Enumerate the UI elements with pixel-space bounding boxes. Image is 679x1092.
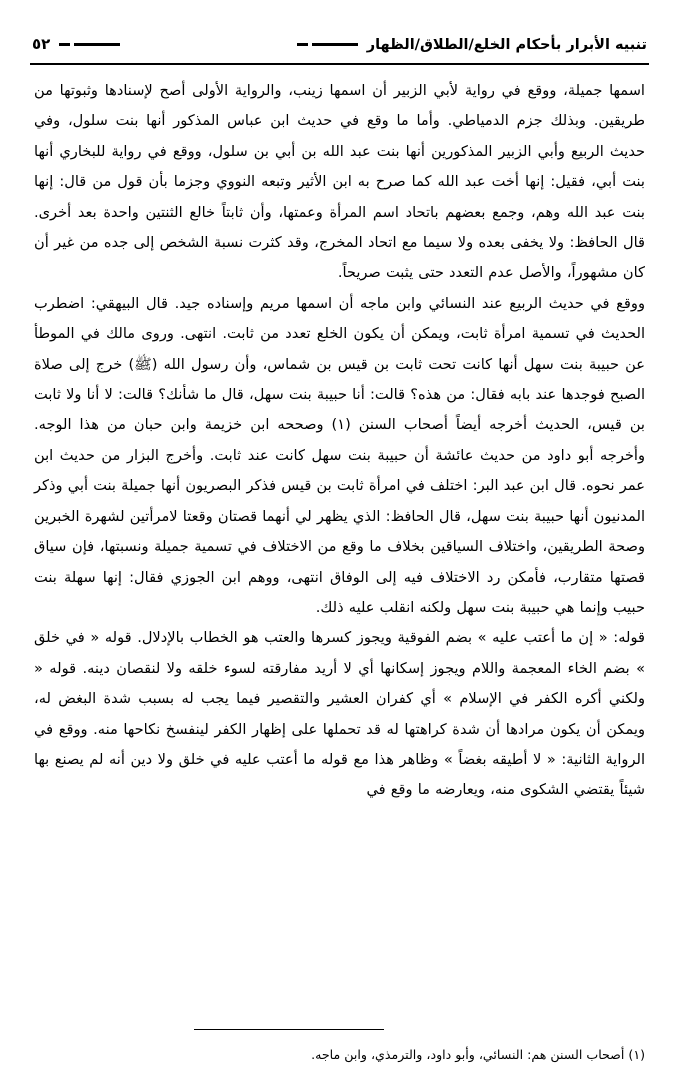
- body-paragraph-3: قوله: « إن ما أعتب عليه » بضم الفوقية ويجوز كسرها والعتب هو الخطاب بالإدلال. قوله « في خلق » بضم الخاء المعجمة واللام ويجوز إسكانها أي لا أريد مفارقته لسوء خلقه ولا لنقصان دينه. قوله « ولكني أكره الكفر في الإسلام » أي كفران العشير والتقصير فيما يجب له بسبب شدة البغض له، ويمكن أن يكون مرادها أن شدة كراهتها له قد تحملها على إظهار الكفر لينفسخ نكاحها منه. ووقع في الرواية الثانية: « لا أطيقه بغضاً » وظاهر هذا مع قوله ما أعتب عليه في خلق ولا دين أنه لم يصنع بها شيئاً يقتضي الشكوى منه، ويعارضه ما وقع في: [34, 629, 645, 799]
- footnote-divider: [194, 1029, 384, 1030]
- header-rule-right: [297, 43, 358, 46]
- footnote: [34, 1044, 645, 1066]
- book-title: تنبيه الأبرار بأحكام الخلع/الطلاق/الظهار: [366, 36, 647, 53]
- rule-segment-short: [59, 43, 70, 46]
- footnote-text: أصحاب السنن هم: النسائي، وأبو داود، والترمذي، وابن ماجه.: [311, 1047, 625, 1062]
- page-header: [32, 30, 647, 58]
- header-rule-left: [59, 43, 120, 46]
- rule-segment-long: [312, 43, 358, 46]
- header-divider: [30, 63, 649, 65]
- page-body: [34, 76, 645, 806]
- rule-segment-long: [74, 43, 120, 46]
- body-paragraph-1: اسمها جميلة، ووقع في رواية لأبي الزبير أن اسمها زينب، والرواية الأولى أصح لإسنادها وثبوتها من طريقين. وبذلك جزم الدمياطي. وأما ما وقع في حديث ابن عباس المذكور أنها بنت سلول، وفي حديث الربيع وأبي الزبير المذكورين أنها بنت عبد الله بن أبي بن سلول، ووقع في رواية للبخاري أنها بنت أبي، فقيل: إنها أخت عبد الله كما صرح به ابن الأثير وتبعه النووي وجزما بأن قول من قال: إنها بنت عبد الله وهم، وجمع بعضهم باتحاد اسم المرأة وعمتها، وأن ثابتاً خالع الثنتين واحدة بعد أخرى. قال الحافظ: ولا يخفى بعده ولا سيما مع اتحاد المخرج، وقد كثرت نسبة الشخص إلى جده من غير أن كان مشهوراً، والأصل عدم التعدد حتى يثبت صريحاً.: [34, 82, 645, 282]
- rule-segment-short: [297, 43, 308, 46]
- body-paragraph-2: ووقع في حديث الربيع عند النسائي وابن ماجه أن اسمها مريم وإسناده جيد. قال البيهقي: اضطرب الحديث في تسمية امرأة ثابت، ويمكن أن يكون الخلع تعدد من ثابت. انتهى. وروى مالك في الموطأ عن حبيبة بنت سهل أنها كانت تحت ثابت بن قيس بن شماس، وأن رسول الله (ﷺ) خرج إلى صلاة الصبح فوجدها عند بابه فقال: من هذه؟ قالت: أنا حبيبة بنت سهل، قال ما شأنك؟ قالت: لا أنا ولا ثابت بن قيس، الحديث أخرجه أيضاً أصحاب السنن (١) وصححه ابن خزيمة وابن حبان من هذا الوجه. وأخرجه أبو داود من حديث عائشة أن حبيبة بنت سهل كانت عند ثابت. وأخرج البزار من حديث ابن عمر نحوه. قال ابن عبد البر: اختلف في امرأة ثابت بن قيس فذكر البصريون أنها جميلة بنت أبي وذكر المدنيون أنها حبيبة بنت سهل، قال الحافظ: الذي يظهر لي أنهما قصتان وقعتا لامرأتين لشهرة الخبرين وصحة الطريقين، واختلاف السياقين بخلاف ما وقع من الاختلاف في تسمية جميلة ونسبتها، فإن سياق قصتها متقارب، فأمكن رد الاختلاف فيه إلى الوفاق انتهى، ووهم ابن الجوزي فقال: إنها سهلة بنت حبيب وإنما هي حبيبة بنت سهل ولكنه انقلب عليه ذلك.: [34, 294, 645, 616]
- page-number: ٥٢: [32, 35, 51, 53]
- footnote-marker: (١): [628, 1047, 645, 1062]
